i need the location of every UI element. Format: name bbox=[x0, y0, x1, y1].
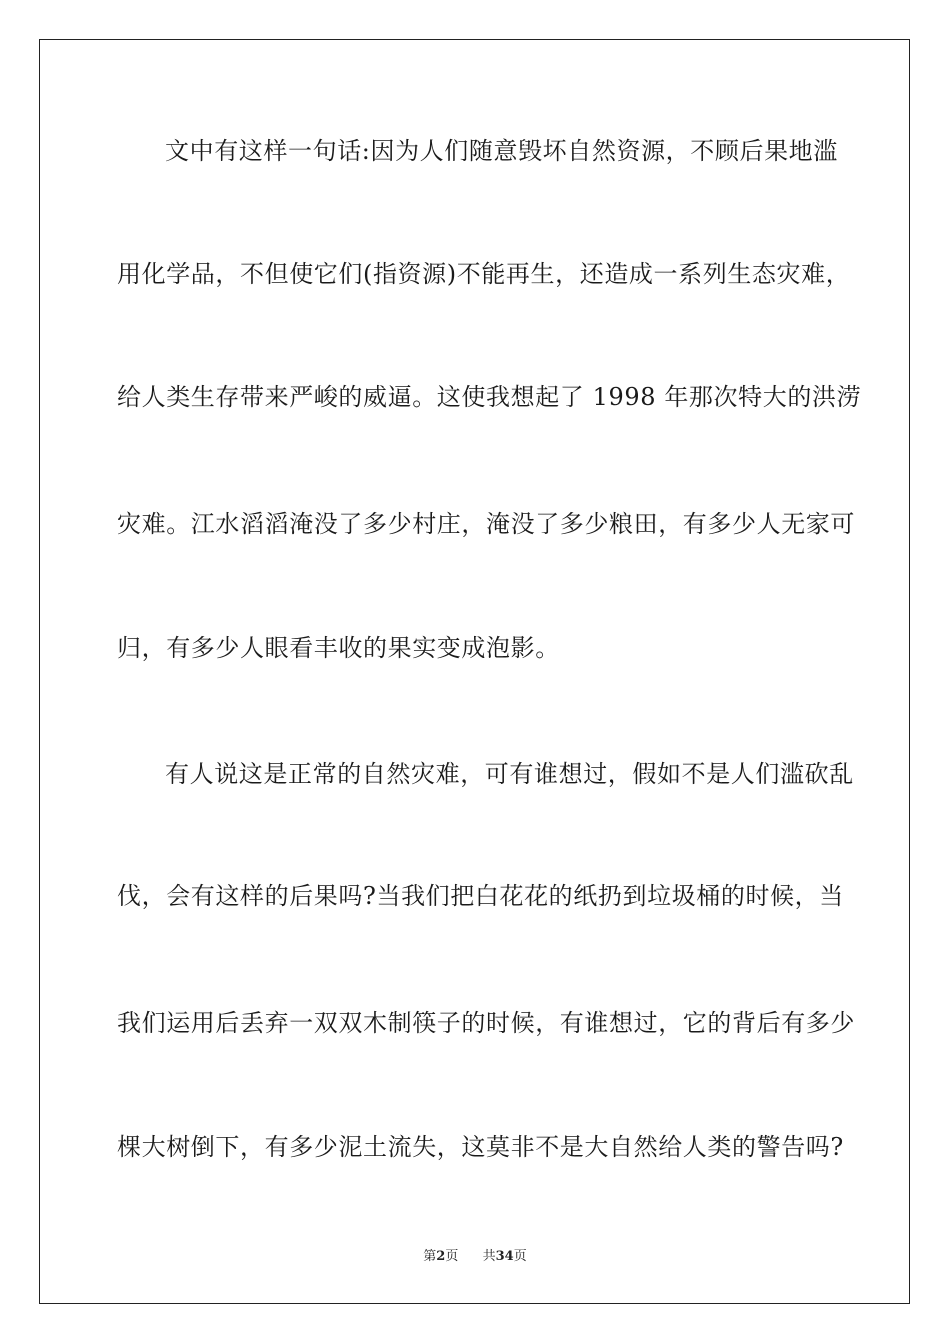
total-pages-label bbox=[483, 1249, 527, 1264]
total-suffix: 页 bbox=[513, 1249, 527, 1264]
text-line: 棵大树倒下，有多少泥土流失，这莫非不是大自然给人类的警告吗? bbox=[117, 1133, 844, 1161]
page-number: 2 bbox=[436, 1249, 446, 1264]
page-frame bbox=[39, 39, 910, 1304]
total-prefix: 共 bbox=[482, 1249, 496, 1264]
text-line: 给人类生存带来严峻的威逼。这使我想起了 1998 年那次特大的洪涝 bbox=[117, 383, 862, 411]
text-line: 文中有这样一句话:因为人们随意毁坏自然资源，不顾后果地滥 bbox=[165, 137, 838, 165]
page-suffix: 页 bbox=[445, 1249, 459, 1264]
page-prefix: 第 bbox=[423, 1249, 437, 1264]
total-pages: 34 bbox=[495, 1249, 514, 1264]
page-footer bbox=[0, 1248, 950, 1266]
page-label bbox=[423, 1249, 462, 1264]
text-line: 用化学品，不但使它们(指资源)不能再生，还造成一系列生态灾难， bbox=[117, 260, 851, 288]
text-line: 归，有多少人眼看丰收的果实变成泡影。 bbox=[117, 634, 560, 662]
text-line: 伐，会有这样的后果吗?当我们把白花花的纸扔到垃圾桶的时候，当 bbox=[117, 882, 844, 910]
text-line: 有人说这是正常的自然灾难，可有谁想过，假如不是人们滥砍乱 bbox=[165, 760, 854, 788]
text-line: 灾难。江水滔滔淹没了多少村庄，淹没了多少粮田，有多少人无家可 bbox=[117, 510, 855, 538]
text-line: 我们运用后丢弃一双双木制筷子的时候，有谁想过，它的背后有多少 bbox=[117, 1009, 855, 1037]
